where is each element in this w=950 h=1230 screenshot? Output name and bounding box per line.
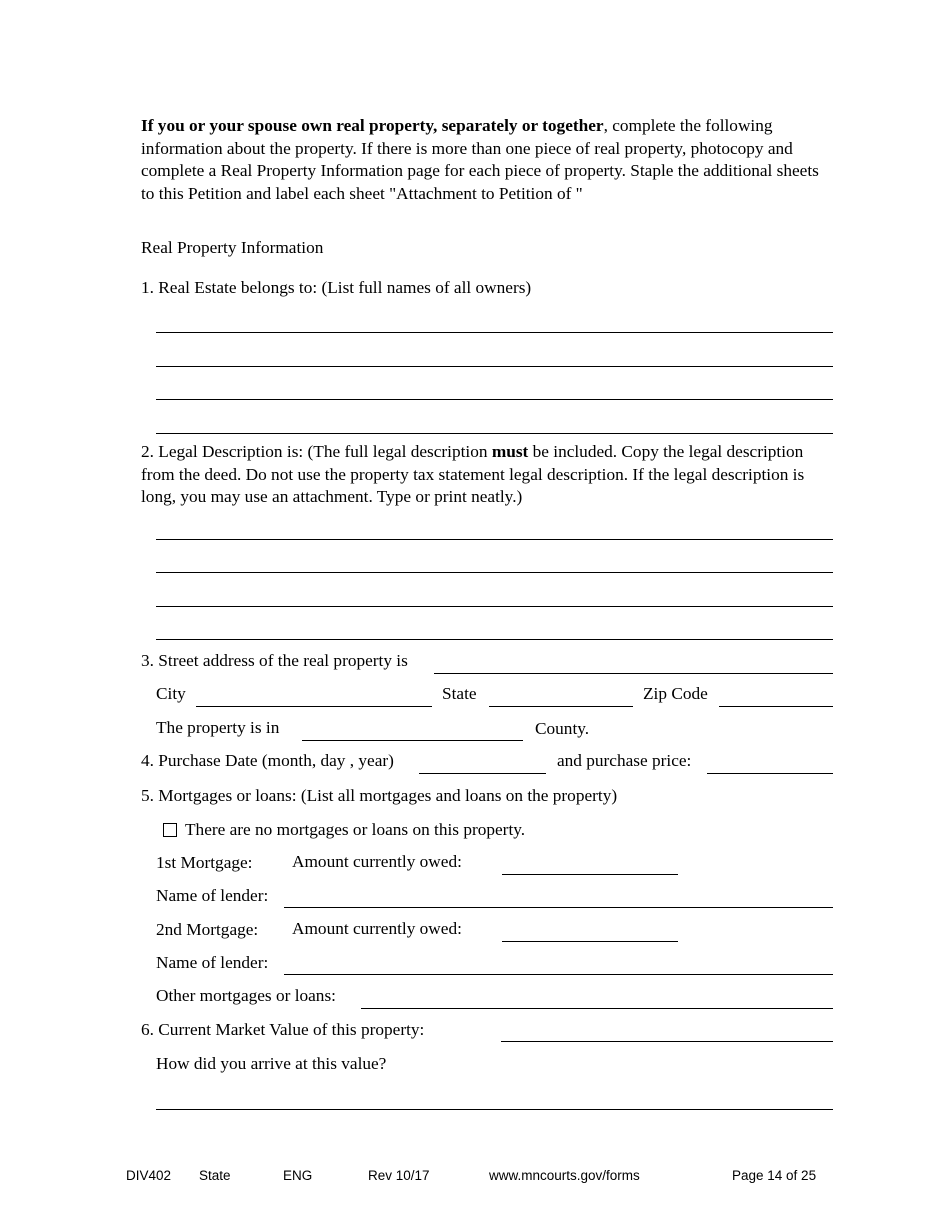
first-amount-label: Amount currently owed: [292, 852, 462, 871]
intro-paragraph [141, 115, 831, 205]
first-amount-field[interactable] [502, 874, 678, 875]
footer-state: State [199, 1168, 231, 1183]
q2-text-1: 2. Legal Description is: (The full legal description [141, 442, 492, 461]
q2-text-2: be included. Copy the legal description from the deed. Do not use the property tax statement legal description. If the legal description is long, you may use an attachment. Type or print neatly.) [141, 442, 805, 506]
q2-label [141, 441, 831, 509]
county-label: County. [535, 719, 590, 738]
value-method-field[interactable] [156, 1109, 833, 1110]
street-address-field[interactable] [434, 673, 833, 674]
q4-label: 4. Purchase Date (month, day , year) [141, 751, 394, 770]
legal-line-4[interactable] [156, 639, 833, 640]
second-mortgage-label: 2nd Mortgage: [156, 920, 259, 939]
purchase-price-label: and purchase price: [557, 751, 692, 770]
first-lender-field[interactable] [284, 907, 833, 908]
no-mortgage-label: There are no mortgages or loans on this property. [185, 820, 526, 839]
purchase-date-field[interactable] [419, 773, 546, 774]
second-lender-field[interactable] [284, 974, 833, 975]
purchase-price-field[interactable] [707, 773, 833, 774]
legal-line-2[interactable] [156, 572, 833, 573]
legal-line-1[interactable] [156, 539, 833, 540]
intro-text: , complete the following information about the property. If there is more than one piece of real property, photocopy and complete a Real Property Information page for each piece of property. Staple the additional sheets to this Petition and label each sheet "Attachment to Petition of " [141, 116, 819, 203]
city-label: City [156, 684, 186, 703]
q1-label: 1. Real Estate belongs to: (List full names of all owners) [141, 278, 532, 297]
city-field[interactable] [196, 706, 432, 707]
footer-form-code: DIV402 [126, 1168, 172, 1183]
first-lender-label: Name of lender: [156, 886, 269, 905]
section-title: Real Property Information [141, 238, 324, 257]
second-amount-label: Amount currently owed: [292, 919, 462, 938]
property-in-label: The property is in [156, 718, 280, 737]
value-method-label: How did you arrive at this value? [156, 1054, 387, 1073]
q3-label: 3. Street address of the real property is [141, 651, 408, 670]
state-field[interactable] [489, 706, 633, 707]
owners-line-4[interactable] [156, 433, 833, 434]
legal-line-3[interactable] [156, 606, 833, 607]
county-field[interactable] [302, 740, 523, 741]
second-amount-field[interactable] [502, 941, 678, 942]
owners-line-1[interactable] [156, 332, 833, 333]
owners-line-3[interactable] [156, 399, 833, 400]
market-value-field[interactable] [501, 1041, 833, 1042]
first-mortgage-label: 1st Mortgage: [156, 853, 253, 872]
zip-label: Zip Code [643, 684, 708, 703]
second-lender-label: Name of lender: [156, 953, 269, 972]
footer-revision: Rev 10/17 [368, 1168, 430, 1183]
footer-page-number: Page 14 of 25 [732, 1168, 817, 1183]
owners-line-2[interactable] [156, 366, 833, 367]
no-mortgage-checkbox[interactable] [163, 823, 177, 837]
q5-label: 5. Mortgages or loans: (List all mortgages and loans on the property) [141, 786, 618, 805]
footer-url[interactable]: www.mncourts.gov/forms [489, 1168, 640, 1183]
footer-language: ENG [283, 1168, 313, 1183]
zip-field[interactable] [719, 706, 833, 707]
other-loans-field[interactable] [361, 1008, 833, 1009]
state-label: State [442, 684, 477, 703]
other-loans-label: Other mortgages or loans: [156, 986, 336, 1005]
intro-bold: If you or your spouse own real property, separately or together [141, 116, 604, 135]
q6-label: 6. Current Market Value of this property: [141, 1020, 425, 1039]
q2-bold: must [491, 442, 529, 461]
